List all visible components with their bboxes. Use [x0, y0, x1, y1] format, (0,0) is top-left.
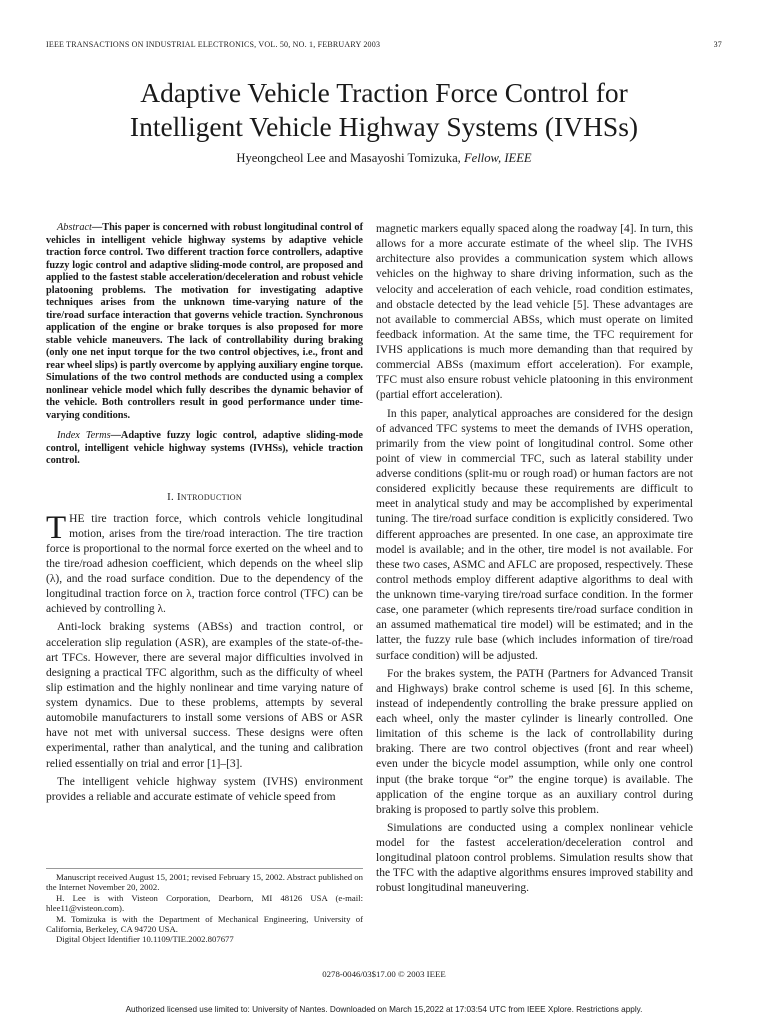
index-terms	[46, 430, 363, 468]
right-paragraph-4: Simulations are conducted using a complex nonlinear vehicle model for the fastest acceleration/deceleration control and longitudinal platoon control problems. Simulation results show that the TFC with the adaptive algorithms ensures improved stability and robust longitudinal maneuvering.	[376, 821, 693, 895]
footnote-author-tomizuka: M. Tomizuka is with the Department of Mechanical Engineering, University of California, Berkeley, CA 94720 USA.	[46, 913, 363, 935]
journal-citation: IEEE TRANSACTIONS ON INDUSTRIAL ELECTRONICS, VOL. 50, NO. 1, FEBRUARY 2003	[46, 40, 381, 49]
paper-title	[40, 76, 728, 144]
abstract-text: —This paper is concerned with robust longitudinal control of vehicles in intelligent vehicle highway systems by adaptive vehicle traction force control. Two different traction force controllers, adaptive fuzzy logic control and adaptive sliding-mode control, are proposed and applied to the fastest stable acceleration/deceleration and robust vehicle platooning problems. The motivation for investigating adaptive techniques arises from the unknown time-varying nature of the tire/road surface interaction that governs vehicle traction. Synchronous application of the engine or brake torques is also proposed for more stable vehicle maneuvers. The lack of controllability during braking (only one net input torque for the two control objectives, i.e., front and rear wheel slips) is partly overcome by applying auxiliary engine torque. Simulations of the two control methods are conducted using a complex nonlinear vehicle model which fully describes the dynamic behavior of the vehicle. Both controllers result in good performance under time-varying conditions.	[46, 222, 364, 421]
right-column	[376, 222, 693, 897]
intro-paragraph-1	[46, 509, 363, 618]
running-head	[46, 40, 722, 52]
right-paragraph-2: In this paper, analytical approaches are considered for the design of advanced TFC systems to meet the demands of IVHS operation, primarily from the view point of longitudinal control. Some other point of view in commercial TFC, such as lateral stability under adverse conditions (split-mu or rough road) or human factors are not considered explicitly because these requirements are difficult to meet in analytical study and may be accomplished by experimental tuning. The tire/road surface condition is explicitly considered. Two different approaches are presented. In one case, an approximate tire model is available; and in the other, tire model is not available. For these two cases, ASMC and AFLC are proposed, respectively. These control methods employ different adaptive algorithms to deal with the unknown time-varying tire/road surface condition. In the former case, one parameter (which represents tire/road surface condition in an assumed mathematical tire model) will be estimated; and in the latter, the fuzzy rule base (which includes information of tire/road surface condition) will be adjusted.	[376, 407, 693, 662]
footnote-doi: Digital Object Identifier 10.1109/TIE.2002.807677	[56, 934, 234, 945]
intro-paragraph-3: The intelligent vehicle highway system (IVHS) environment provides a reliable and accurate estimate of vehicle speed from	[46, 775, 363, 803]
intro-paragraph-2: Anti-lock braking systems (ABSs) and traction control, or acceleration slip regulation (ASR), are examples of the state-of-the-art TFCs. However, there are several major difficulties involved in designing a practical TFC algorithm, such as the difficulty of wheel slip estimation and the highly nonlinear and time varying nature of system dynamics. Due to these problems, attempts by several automobile manufacturers to install some versions of ABS or ASR have not met with universal success. These designs were often experimental, rather than analytical, and the tuning and calibration relied essentially on trial and error [1]–[3].	[46, 621, 363, 770]
intro-paragraph-1-text: HE tire traction force, which controls vehicle longitudinal motion, arises from the tire/road interaction. The tire traction force is proportional to the normal force exerted on the wheel and to the tire/road adhesion coefficient, which depends on the wheel slip (λ), and the road surface condition. Due to the dependency of the longitudinal traction force on λ, traction force control (TFC) can be achieved by controlling λ.	[46, 512, 363, 616]
index-terms-lead: Index Terms	[57, 430, 111, 441]
section-heading	[46, 491, 363, 503]
footnote-author-lee: H. Lee is with Visteon Corporation, Dearborn, MI 48126 USA (e-mail: hlee11@visteon.com).	[46, 892, 363, 914]
abstract	[46, 222, 363, 422]
right-paragraph-3: For the brakes system, the PATH (Partners for Advanced Transit and Highways) brake control scheme is used [6]. In this scheme, instead of independently controlling the brake pressure applied on each wheel, only the master cylinder is linearly controlled. One limitation of this scheme is the lack of controllability during braking. There are two control objectives (front and rear wheel) even under the bicycle model assumption, while only one control input (the brake torque “or” the engine torque) is available. The application of the engine torque as an auxiliary control during braking is proposed to partly solve this problem.	[376, 667, 693, 816]
abstract-lead: Abstract	[57, 222, 92, 233]
right-paragraph-1: magnetic markers equally spaced along the roadway [4]. In turn, this allows for a more accurate estimate of the wheel slip. The IVHS architecture also provides a communication system which allows vehicles on the highway to share driving information, such as the velocity and acceleration of each vehicle, road condition estimates, and obstacle detected by the lead vehicle [5]. These advantages are not available to commercial ABSs, which must operate on limited feedback information. At the same time, the TFC requirement for IVHS applications is much more demanding than that required by commercial ABSs (maximum effort acceleration). For example, TFC must also ensure robust vehicle platooning in this environment (partial effort acceleration).	[376, 223, 693, 402]
section-number: I.	[167, 490, 177, 503]
section-title: Introduction	[176, 490, 242, 503]
index-terms-text: —Adaptive fuzzy logic control, adaptive sliding-mode control, intelligent vehicle highway systems (IVHSs), vehicle traction control.	[46, 430, 363, 466]
author-line	[40, 151, 728, 166]
copyright-line: 0278-0046/03$17.00 © 2003 IEEE	[322, 969, 446, 979]
drop-cap: T	[46, 509, 67, 546]
footnote-manuscript: Manuscript received August 15, 2001; revised February 15, 2002. Abstract published on the Internet November 20, 2002.	[46, 872, 363, 893]
footnotes	[46, 868, 363, 945]
title-line-2: Intelligent Vehicle Highway Systems (IVHSs)	[129, 111, 639, 142]
license-notice: Authorized licensed use limited to: University of Nantes. Downloaded on March 15,2022 at 17:03:54 UTC from IEEE Xplore. Restrictions apply.	[125, 1005, 643, 1014]
left-column	[46, 222, 363, 805]
title-line-1: Adaptive Vehicle Traction Force Control for	[140, 77, 628, 108]
author-fellow: Fellow, IEEE	[463, 151, 532, 165]
author-names: Hyeongcheol Lee and Masayoshi Tomizuka,	[236, 151, 464, 165]
page-number: 37	[713, 40, 722, 49]
